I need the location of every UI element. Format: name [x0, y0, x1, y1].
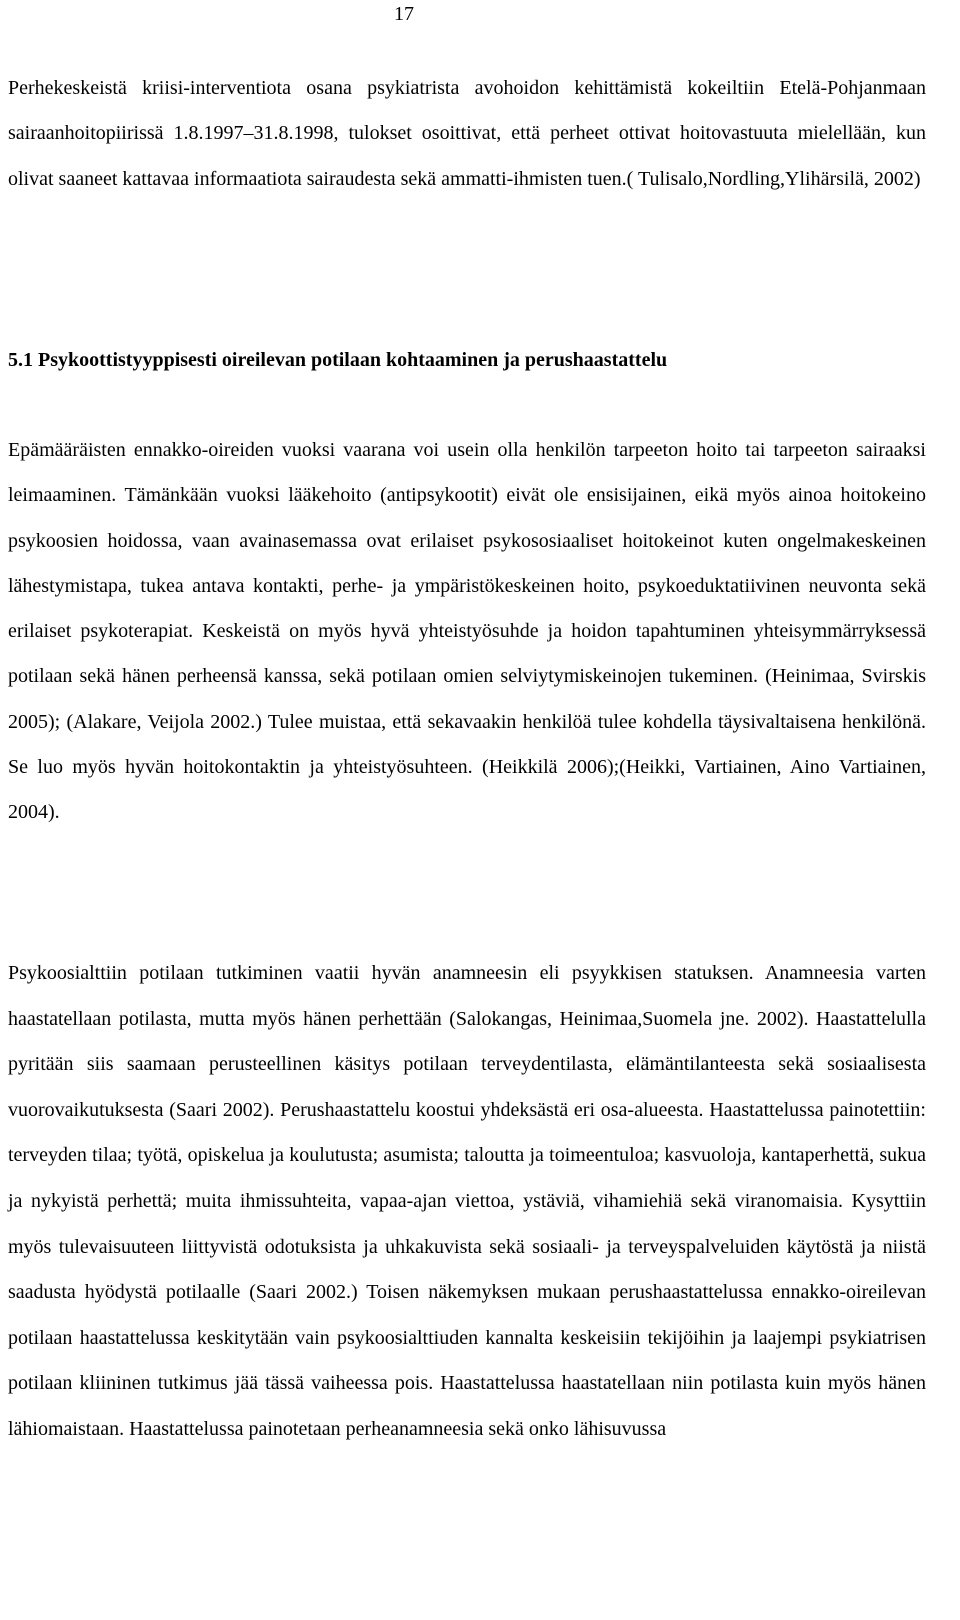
- section-heading: 5.1 Psykoottistyyppisesti oireilevan potilaan kohtaaminen ja perushaastattelu: [8, 349, 668, 371]
- paragraph-treatment: Epämääräisten ennakko-oireiden vuoksi vaarana voi usein olla henkilön tarpeeton hoito tai tarpeeton sairaaksi leimaaminen. Tämänkään vuoksi lääkehoito (antipsykootit) eivät ole ensisijainen, eikä myös ainoa hoitokeino psykoosien hoidossa, vaan avainasemassa ovat erilaiset psykososiaaliset hoitokeinot kuten ongelmakeskeinen lähestymistapa, tukea antava kontakti, perhe- ja ympäristökeskeinen hoito, psykoeduktatiivinen neuvonta sekä erilaiset psykoterapiat. Keskeistä on myös hyvä yhteistyösuhde ja hoidon tapahtuminen yhteisymmärryksessä potilaan sekä hänen perheensä kanssa, sekä potilaan omien selviytymiskeinojen tukeminen. (Heinimaa, Svirskis 2005); (Alakare, Veijola 2002.) Tulee muistaa, että sekavaakin henkilöä tulee kohdella täysivaltaisena henkilönä. Se luo myös hyvän hoitokontaktin ja yhteistyösuhteen. (Heikkilä 2006);(Heikki, Vartiainen, Aino Vartiainen, 2004).: [8, 439, 926, 824]
- paragraph-interview: Psykoosialttiin potilaan tutkiminen vaatii hyvän anamneesin eli psyykkisen statuksen. Anamneesia varten haastatellaan potilasta, mutta myös hänen perhettään (Salokangas, Heinimaa,Suomela jne. 2002). Haastattelulla pyritään siis saamaan perusteellinen käsitys potilaan terveydentilasta, elämäntilanteesta sekä sosiaalisesta vuorovaikutuksesta (Saari 2002). Perushaastattelu koostui yhdeksästä eri osa-alueesta. Haastattelussa painotettiin: terveyden tilaa; työtä, opiskelua ja koulutusta; asumista; taloutta ja toimeentuloa; kasvuoloja, kantaperhettä, sukua ja nykyistä perhettä; muita ihmissuhteita, vapaa-ajan viettoa, ystäviä, vihamiehiä sekä viranomaisia. Kysyttiin myös tulevaisuuteen liittyvistä odotuksista ja uhkakuvista sekä sosiaali- ja terveyspalveluiden käytöstä ja niistä saadusta hyödystä potilaalle (Saari 2002.) Toisen näkemyksen mukaan perushaastattelussa ennakko-oireilevan potilaan haastattelussa keskitytään vain psykoosialttiuden kannalta keskeisiin tekijöihin ja laajempi psykiatrisen potilaan kliininen tutkimus jää tässä vaiheessa pois. Haastattelussa haastatellaan niin potilasta kuin myös hänen lähiomaistaan. Haastattelussa painotetaan perheanamneesia sekä onko lähisuvussa: [8, 962, 926, 1440]
- paragraph-intro: Perhekeskeistä kriisi-interventiota osana psykiatrista avohoidon kehittämistä kokeiltiin Etelä-Pohjanmaan sairaanhoitopiirissä 1.8.1997–31.8.1998, tulokset osoittivat, että perheet ottivat hoitovastuuta mielellään, kun olivat saaneet kattavaa informaatiota sairaudesta sekä ammatti-ihmisten tuen.( Tulisalo,Nordling,Ylihärsilä, 2002): [8, 77, 926, 190]
- page-number: 17: [394, 3, 414, 25]
